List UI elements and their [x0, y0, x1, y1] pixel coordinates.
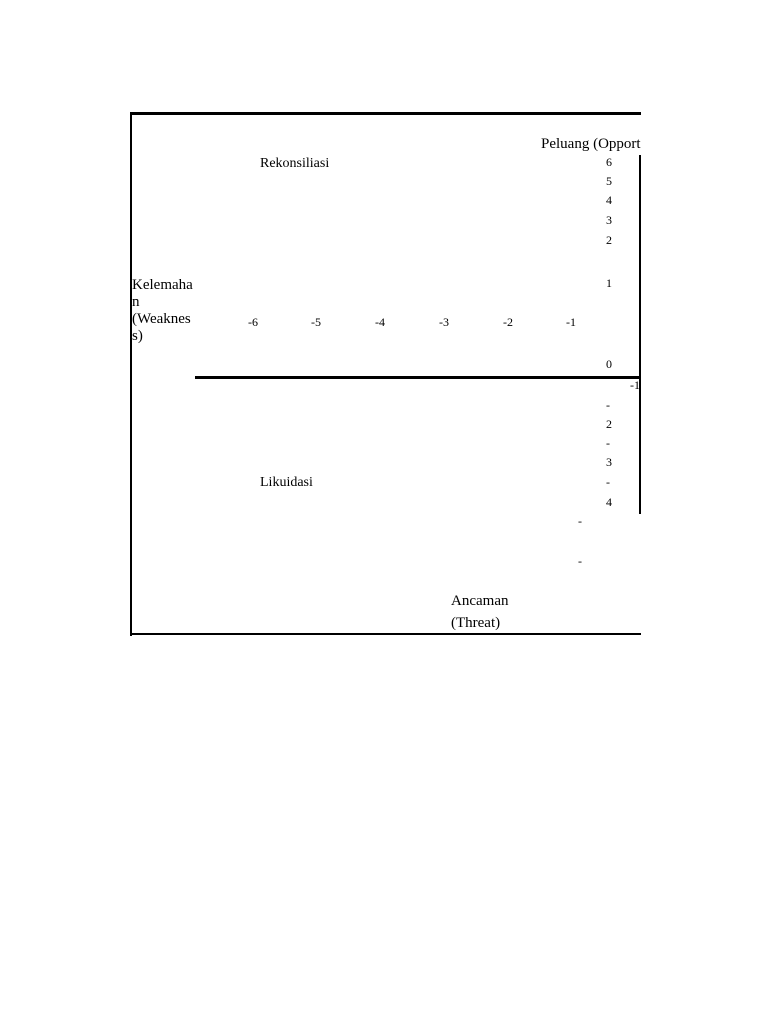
- y-tick-label: 0: [606, 357, 612, 371]
- y-tick-fragment: 2: [606, 417, 612, 431]
- weakness-label-line: (Weaknes: [132, 311, 191, 327]
- frame-left-border: [130, 112, 132, 636]
- y-tick-fragment: -: [606, 475, 610, 489]
- y-tick-label: 4: [606, 193, 612, 207]
- y-axis-line: [639, 155, 641, 514]
- quadrant-label-upper-left: Rekonsiliasi: [260, 156, 330, 171]
- x-tick-label: -4: [375, 315, 385, 329]
- threat-label-line: (Threat): [451, 615, 501, 631]
- y-tick-label: 6: [606, 155, 612, 169]
- y-tick-fragment: -: [606, 398, 610, 412]
- x-axis-line: [195, 376, 641, 379]
- threat-axis-label: [451, 590, 508, 634]
- y-tick-label: 1: [606, 276, 612, 290]
- y-tick-fragment: -: [606, 436, 610, 450]
- weakness-axis-label: [132, 277, 193, 345]
- y-tick-label: 3: [606, 213, 612, 227]
- threat-label-line: Ancaman: [451, 593, 509, 609]
- y-tick-fragment: 4: [606, 495, 612, 509]
- y-tick-label: 2: [606, 233, 612, 247]
- opportunity-axis-label: Peluang (Opport: [541, 136, 641, 152]
- y-tick-fragment: -: [578, 554, 582, 568]
- y-tick-label: 5: [606, 174, 612, 188]
- frame-top-border: [130, 112, 641, 115]
- weakness-label-line: s): [132, 328, 143, 344]
- x-tick-label: -6: [248, 315, 258, 329]
- y-tick-fragment: 3: [606, 455, 612, 469]
- weakness-label-line: Kelemaha: [132, 277, 193, 293]
- frame-bottom-border: [130, 633, 641, 635]
- weakness-label-line: n: [132, 294, 140, 310]
- x-tick-label: -2: [503, 315, 513, 329]
- x-tick-label: -3: [439, 315, 449, 329]
- x-tick-label: -1: [566, 315, 576, 329]
- y-tick-fragment: -: [578, 514, 582, 528]
- x-tick-label: -5: [311, 315, 321, 329]
- quadrant-label-lower-left: Likuidasi: [260, 475, 313, 490]
- y-tick-label: -1: [630, 378, 640, 392]
